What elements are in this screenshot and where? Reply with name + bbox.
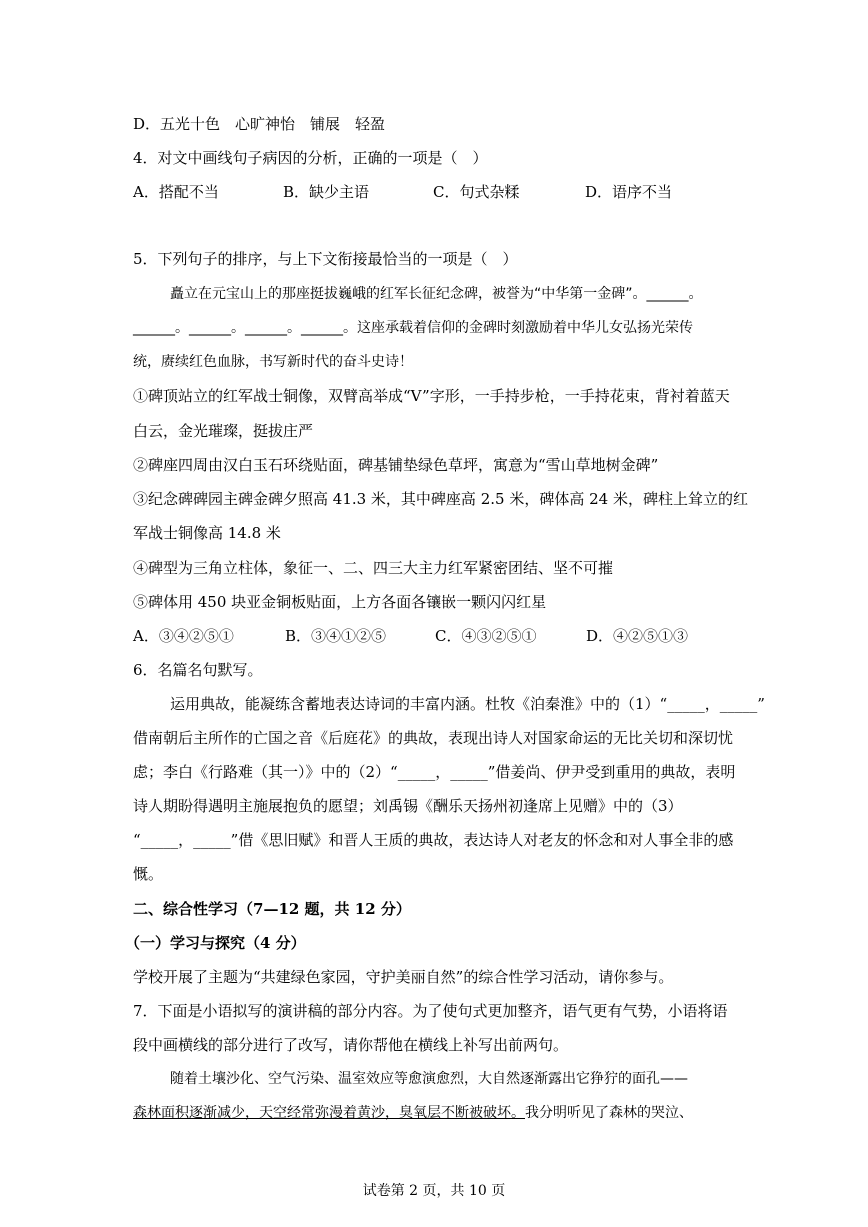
q7-stem: 7．下面是小语拟写的演讲稿的部分内容。为了使句式更加整齐，语气更有气势，小语将语 <box>133 1002 728 1020</box>
q6-line: 慨。 <box>133 865 164 883</box>
q5-option-c: C．④③②⑤① <box>435 627 537 645</box>
q5-stem: 5．下列句子的排序，与上下文衔接最恰当的一项是（ ） <box>133 250 518 268</box>
q4-option-d: D．语序不当 <box>585 183 673 201</box>
q6-line: 虑；李白《行路难（其一）》中的（2）“_____，_____”借姜尚、伊尹受到重用的典故，表明 <box>133 763 736 781</box>
q4-option-a: A．搭配不当 <box>133 183 219 201</box>
section-2-title: 二、综合性学习（7—12 题，共 12 分） <box>133 900 411 918</box>
q5-passage-line: 统，赓续红色血脉，书写新时代的奋斗史诗！ <box>133 354 413 370</box>
q6-stem: 6．名篇名句默写。 <box>133 661 263 679</box>
q5-item-2: ②碑座四周由汉白玉石环绕贴面，碑基铺垫绿色草坪，寓意为“雪山草地树金碑” <box>133 456 659 474</box>
q4-options <box>133 182 753 202</box>
q7-underlined-sentence: 森林面积逐渐减少，天空经常弥漫着黄沙，臭氧层不断被破坏。 <box>133 1105 525 1121</box>
q6-line: “_____，_____”借《思旧赋》和晋人王质的典故，表达诗人对老友的怀念和对人事全非的感 <box>133 831 734 849</box>
q5-option-b: B．③④①②⑤ <box>285 627 387 645</box>
q5-item-5: ⑤碑体用 450 块亚金铜板贴面，上方各面各镶嵌一颗闪闪红星 <box>133 593 547 611</box>
q5-item-3b: 军战士铜像高 14.8 米 <box>133 524 281 542</box>
q7-passage-line: 随着土壤沙化、空气污染、温室效应等愈演愈烈，大自然逐渐露出它狰狞的面孔—— <box>170 1071 688 1087</box>
q5-item-3a: ③纪念碑碑园主碑金碑夕照高 41.3 米，其中碑座高 2.5 米，碑体高 24 米，碑柱上耸立的红 <box>133 490 748 508</box>
q6-line: 诗人期盼得遇明主施展抱负的愿望；刘禹锡《酬乐天扬州初逢席上见赠》中的（3） <box>133 797 683 815</box>
q6-line: 运用典故，能凝练含蓄地表达诗词的丰富内涵。杜牧《泊秦淮》中的（1）“_____，_____” <box>170 695 765 713</box>
q4-option-b: B．缺少主语 <box>283 183 370 201</box>
q5-item-1a: ①碑顶站立的红军战士铜像，双臂高举成“V”字形，一手持步枪，一手持花束，背衬着蓝天 <box>133 387 730 405</box>
q5-options <box>133 626 753 646</box>
q7-stem: 段中画横线的部分进行了改写，请你帮他在横线上补写出前两句。 <box>133 1036 569 1054</box>
q5-item-4: ④碑型为三角立柱体，象征一、二、四三大主力红军紧密团结、坚不可摧 <box>133 559 614 577</box>
q5-option-a: A．③④②⑤① <box>133 627 234 645</box>
q5-item-1b: 白云，金光璀璨，挺拔庄严 <box>133 422 314 440</box>
q3-option-d: D．五光十色 心旷神怡 铺展 轻盈 <box>133 115 386 133</box>
q5-option-d: D．④②⑤①③ <box>586 627 689 645</box>
q4-option-c: C．句式杂糅 <box>433 183 520 201</box>
q4-stem: 4．对文中画线句子病因的分析，正确的一项是（ ） <box>133 149 488 167</box>
q7-passage-rest: 我分明听见了森林的哭泣、 <box>525 1105 693 1121</box>
q7-passage-line <box>133 1103 753 1123</box>
section-2-intro: 学校开展了主题为“共建绿色家园，守护美丽自然”的综合性学习活动，请你参与。 <box>133 968 674 986</box>
section-2-subtitle: （一）学习与探究（4 分） <box>125 934 306 952</box>
q5-passage-line: ______。______。______。______。这座承载着信仰的金碑时刻激励着中华儿女弘扬光荣传 <box>133 320 693 336</box>
q5-passage-line: 矗立在元宝山上的那座挺拔巍峨的红军长征纪念碑，被誉为“中华第一金碑”。______。 <box>170 286 703 302</box>
page-footer: 试卷第 2 页，共 10 页 <box>362 1183 506 1199</box>
q6-line: 借南朝后主所作的亡国之音《后庭花》的典故，表现出诗人对国家命运的无比关切和深切忧 <box>133 729 734 747</box>
